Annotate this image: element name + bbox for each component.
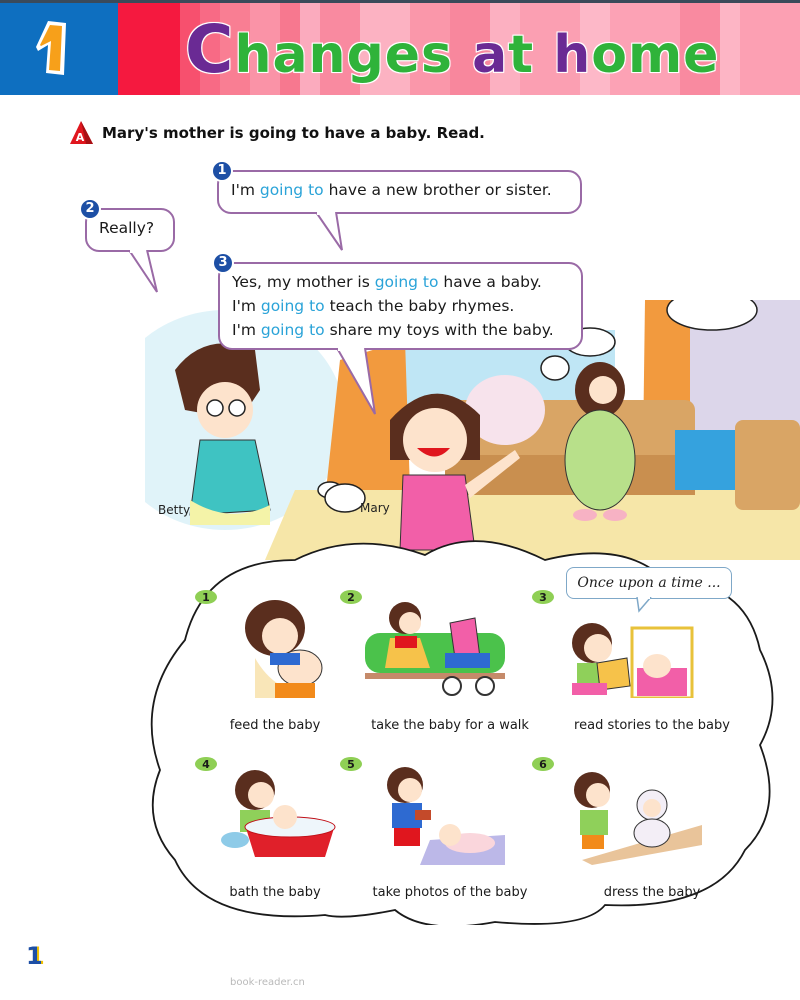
highlighted-phrase: going to: [260, 321, 325, 339]
dress-baby-illustration: [552, 765, 702, 865]
speech-text: [99, 216, 161, 240]
activity-number: 4: [195, 757, 217, 771]
speech-segment: Really?: [99, 219, 155, 237]
title-segment: ome: [591, 25, 720, 85]
speech-bubble-3: [218, 255, 583, 350]
activity-item: [532, 590, 730, 750]
speech-segment: Yes, my mother is: [232, 273, 375, 291]
highlighted-phrase: going to: [259, 181, 324, 199]
speech-segment: I'm: [232, 321, 261, 339]
activity-item: [532, 757, 712, 917]
unit-number-icon: [34, 19, 68, 77]
dialogue-number-badge: 3: [212, 252, 234, 274]
activity-item: [340, 590, 529, 750]
title-segment: hanges: [234, 25, 473, 85]
story-speech-text: Once upon a time ...: [577, 575, 721, 591]
speech-segment: have a baby.: [438, 273, 542, 291]
speech-line: [231, 178, 568, 202]
activity-caption: bath the baby: [229, 885, 321, 900]
activity-caption: take the baby for a walk: [371, 718, 529, 733]
title-segment: t: [508, 25, 554, 85]
instruction-text: Mary's mother is going to have a baby. Read.: [102, 124, 485, 142]
activity-caption: dress the baby: [603, 885, 701, 900]
speech-segment: I'm: [232, 297, 261, 315]
dialogue-number-badge: 2: [79, 198, 101, 220]
read-stories-illustration: [552, 598, 702, 698]
bubble-tail: [635, 597, 655, 613]
bubble-tail: [314, 212, 354, 252]
title-segment: a: [472, 25, 509, 85]
activity-caption: feed the baby: [229, 718, 321, 733]
speech-line: [232, 294, 569, 318]
activity-number: 3: [532, 590, 554, 604]
character-label-mary: Mary: [360, 501, 390, 515]
bubble-tail: [127, 250, 167, 294]
speech-line: [232, 318, 569, 342]
activity-number: 1: [195, 590, 217, 604]
activity-caption: read stories to the baby: [574, 718, 730, 733]
stroller-walk-illustration: [360, 598, 510, 698]
speech-segment: I'm: [231, 181, 260, 199]
dialogue-number-badge: 1: [211, 160, 233, 182]
title-segment: C: [185, 11, 235, 88]
svg-text:A: A: [75, 131, 85, 144]
speech-segment: teach the baby rhymes.: [324, 297, 515, 315]
speech-bubble-2: [85, 201, 175, 252]
speech-text: [231, 178, 568, 202]
highlighted-phrase: going to: [374, 273, 439, 291]
banner-red-block: [118, 3, 180, 95]
story-speech-bubble: [566, 567, 732, 599]
title-segment: h: [553, 25, 592, 85]
character-label-betty: Betty: [158, 503, 191, 517]
take-photos-illustration: [360, 765, 510, 865]
activity-item: [340, 757, 528, 917]
bubble-tail: [335, 348, 385, 418]
page-number: 1: [26, 942, 43, 970]
speech-line: [99, 216, 161, 240]
highlighted-phrase: going to: [260, 297, 325, 315]
watermark: book-reader.cn: [230, 977, 305, 988]
activity-number: 6: [532, 757, 554, 771]
page-title: [185, 11, 720, 88]
activity-caption: take photos of the baby: [372, 885, 528, 900]
section-a-marker-icon: [68, 120, 94, 146]
unit-banner: [0, 0, 800, 95]
speech-segment: have a new brother or sister.: [323, 181, 552, 199]
speech-line: [232, 270, 569, 294]
activity-number: 5: [340, 757, 362, 771]
speech-segment: share my toys with the baby.: [324, 321, 554, 339]
unit-number-block: [0, 3, 118, 95]
speech-bubble-1: [217, 163, 582, 214]
speech-text: [232, 270, 569, 342]
instruction: [68, 120, 485, 146]
activity-number: 2: [340, 590, 362, 604]
